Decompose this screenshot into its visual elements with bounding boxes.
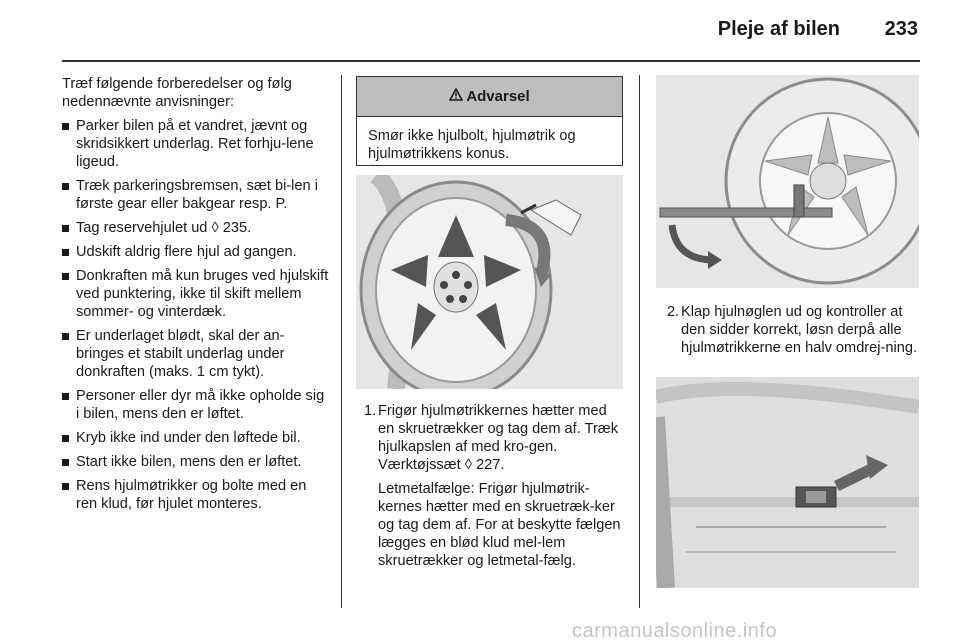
jack-position-illustration (656, 377, 919, 588)
step-text: Frigør hjulmøtrikkernes hætter med en skruetrækker og tag dem af. Træk hjulkapslen af med kro-gen. Værktøjssæt ◊ 227. (378, 403, 619, 473)
watermark: carmanualsonline.info (572, 620, 778, 642)
list-item: Rens hjulmøtrikker og bolte med en ren klud, før hjulet monteres. (62, 477, 330, 513)
wheel-wrench-illustration (656, 75, 919, 288)
column-instructions (62, 75, 330, 519)
column-divider (639, 75, 640, 608)
step-text-alloy: Letmetalfælge: Frigør hjulmøtrik-kernes hætter med en skruetræk-ker og tag dem af. For at beskytte fælgen lægges en blød klud mel-lem skruetrækker og letmetal-fælg. (378, 481, 621, 569)
step-1 (356, 402, 624, 576)
list-item: Donkraften må kun bruges ved hjulskift ved punktering, ikke til skift mellem sommer- og vinterdæk. (62, 267, 330, 321)
preparation-list (62, 117, 330, 513)
list-item: Træk parkeringsbremsen, sæt bi-len i første gear eller bakgear resp. P. (62, 177, 330, 213)
list-item: Start ikke bilen, mens den er løftet. (62, 453, 330, 471)
step-number: 2. (667, 304, 680, 320)
hubcap-removal-illustration (356, 175, 623, 389)
list-item: Kryb ikke ind under den løftede bil. (62, 429, 330, 447)
warning-text: Smør ikke hjulbolt, hjulmøtrik og hjulmøtrikkens konus. (368, 128, 576, 162)
step-number: 1. (364, 403, 377, 419)
list-item: Tag reservehjulet ud ◊ 235. (62, 219, 330, 237)
page-header (0, 0, 960, 60)
warning-title: Advarsel (466, 88, 530, 105)
warning-header (357, 77, 622, 117)
list-item: Er underlaget blødt, skal der an-bringes et stabilt underlag under donkraften (maks. 1 cm tykt). (62, 327, 330, 381)
intro-text: Træf følgende forberedelser og følg nedennævnte anvisninger: (62, 76, 292, 110)
page-title: Pleje af bilen (717, 18, 840, 40)
step-text: Klap hjulnøglen ud og kontroller at den sidder korrekt, løsn derpå alle hjulmøtrikkerne en halv omdrej-ning. (681, 304, 918, 356)
column-divider (341, 75, 342, 608)
list-item: Personer eller dyr må ikke opholde sig i bilen, mens den er løftet. (62, 387, 330, 423)
header-divider (62, 60, 920, 62)
step-2 (659, 303, 924, 363)
list-item: Parker bilen på et vandret, jævnt og skridsikkert underlag. Ret forhju-lene ligeud. (62, 117, 330, 171)
warning-triangle-icon (449, 88, 463, 105)
list-item: Udskift aldrig flere hjul ad gangen. (62, 243, 330, 261)
page-number: 233 (884, 18, 918, 40)
warning-box (356, 76, 623, 166)
